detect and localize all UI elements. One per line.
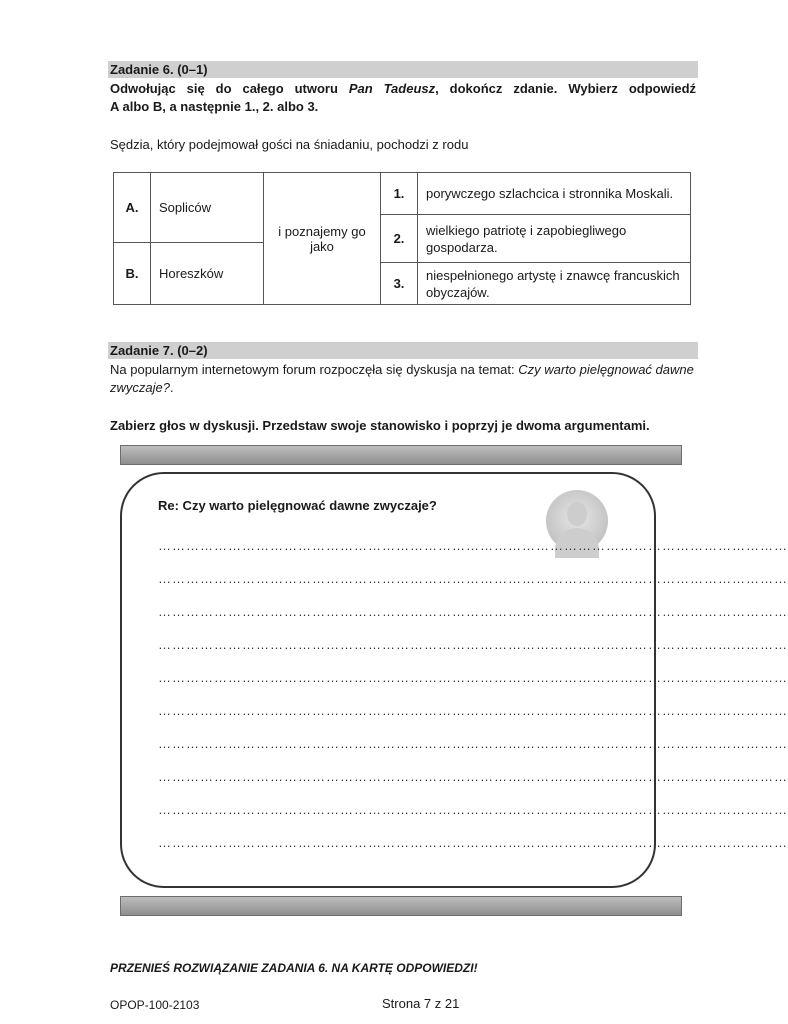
exam-code: OPOP-100-2103 (110, 998, 200, 1012)
task-6-stem: Sędzia, który podejmował gości na śniadaniu, pochodzi z rodu (110, 137, 469, 152)
forum-post-box (120, 472, 788, 888)
option-2-text[interactable]: wielkiego patriotę i zapobiegliwego gospodarza. (418, 215, 691, 263)
option-3-number[interactable]: 3. (381, 263, 418, 305)
answer-line[interactable]: ……………………………………………………………………………………………………………………… (158, 703, 788, 718)
answer-line[interactable]: ……………………………………………………………………………………………………………………… (158, 835, 788, 850)
answer-line[interactable]: ……………………………………………………………………………………………………………………… (158, 571, 788, 586)
forum-top-bar (120, 445, 682, 465)
task-6-instruction-line2: A albo B, a następnie 1., 2. albo 3. (110, 99, 319, 114)
option-a-text[interactable]: Sopliców (151, 173, 264, 243)
answer-line[interactable]: ……………………………………………………………………………………………………………………… (158, 736, 788, 751)
answer-line[interactable]: ……………………………………………………………………………………………………………………… (158, 769, 788, 784)
task-6-instruction: Odwołując się do całego utworu Pan Tadeusz, dokończ zdanie. Wybierz odpowiedź (110, 81, 697, 96)
option-3-text[interactable]: niespełnionego artystę i znawcę francuskich obyczajów. (418, 263, 691, 305)
option-a-letter[interactable]: A. (114, 173, 151, 243)
work-title: Pan Tadeusz (348, 81, 436, 96)
option-b-text[interactable]: Horeszków (151, 243, 264, 305)
middle-text: i poznajemy go jako (264, 173, 381, 305)
transfer-note: PRZENIEŚ ROZWIĄZANIE ZADANIA 6. NA KARTĘ ODPOWIEDZI! (110, 961, 478, 975)
task-6-header: Zadanie 6. (0–1) (108, 61, 698, 78)
forum-bottom-bar (120, 896, 682, 916)
task-6-options-table (113, 172, 691, 305)
answer-line[interactable]: ……………………………………………………………………………………………………………………… (158, 637, 788, 652)
answer-line[interactable]: ……………………………………………………………………………………………………………………… (158, 538, 788, 553)
option-1-number[interactable]: 1. (381, 173, 418, 215)
option-2-number[interactable]: 2. (381, 215, 418, 263)
option-b-letter[interactable]: B. (114, 243, 151, 305)
option-1-text[interactable]: porywczego szlachcica i stronnika Moskali. (418, 173, 691, 215)
task-7-intro: Na popularnym internetowym forum rozpoczęła się dyskusja na temat: Czy warto pielęgnować dawne zwyczaje?. (110, 362, 694, 395)
task-7-header: Zadanie 7. (0–2) (108, 342, 698, 359)
post-title: Re: Czy warto pielęgnować dawne zwyczaje? (158, 498, 437, 513)
page-number: Strona 7 z 21 (382, 996, 460, 1011)
answer-line[interactable]: ……………………………………………………………………………………………………………………… (158, 670, 788, 685)
answer-line[interactable]: ……………………………………………………………………………………………………………………… (158, 802, 788, 817)
answer-line[interactable]: ……………………………………………………………………………………………………………………… (158, 604, 788, 619)
task-7-command: Zabierz głos w dyskusji. Przedstaw swoje stanowisko i poprzyj je dwoma argumentami. (110, 418, 650, 433)
